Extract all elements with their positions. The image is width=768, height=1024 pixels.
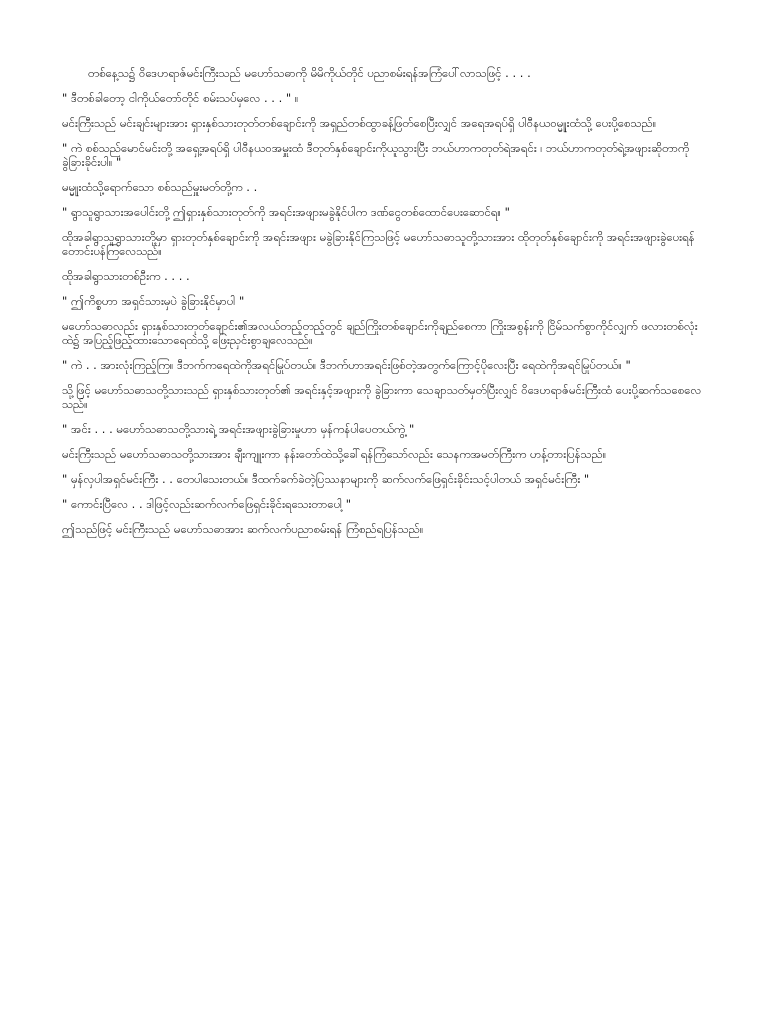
dialogue-paragraph: " အင်း . . . မဟော်သဓာသတို့သားရဲ့ အရင်းအဖျားခွဲခြားမှုဟာ မှန်ကန်ပါပေတယ်ကွဲ့ "	[62, 422, 415, 436]
paragraph: မင်းကြီးသည် မင်းချင်းများအား ရှားနှစ်သားတုတ်တစ်ချောင်းကို အရှည်တစ်ထွာခန့်ဖြတ်စေပြီးလျှင် အရေအရပ်ရှိ ပါဝီနယဝမ္မှူးထံသို့ ပေးပို့စေသည်။	[62, 116, 657, 130]
paragraph: ထိုအခါရွာသူရွာသားတို့မှာ ရှားတုတ်နှစ်ချောင်းကို အရင်းအဖျား မခွဲခြားနိုင်ကြသဖြင့် မဟော်သဓာသူတို့သားအား ထိုတုတ်နှစ်ချောင်းကို အရင်းအဖျားခွဲပေးရန် တောင်းပန်ကြလေသည်။	[62, 230, 695, 258]
paragraph: ထိုအခါရွာသားတစ်ဦးက . . . .	[62, 269, 190, 283]
document-body	[62, 66, 712, 547]
dialogue-paragraph: " မှန်လှပါအရှင်မင်းကြီး . . တေပါသေးတယ်။ ဒီထက်ခက်ခဲတဲ့ပြဿနာများကို ဆက်လက်ဖြေရှင်းခိုင်းသင့်ပါတယ် အရှင်မင်းကြီး "	[62, 472, 590, 486]
dialogue-paragraph: " ကောင်းပြီလေ . . ဒါဖြင့်လည်းဆက်လက်ဖြေရှင်းခိုင်းရသေးတာပေါ့ "	[62, 497, 352, 511]
dialogue-paragraph: " ကဲ စစ်သည်မောင်မင်းတို့ အရှေ့အရပ်ရှိ ပါဝီနယဝအမှူးထံ ဒီတုတ်နှစ်ချောင်းကိုယူသွားပြီး ဘယ်ဟာကတုတ်ရဲအရင်း ၊ ဘယ်ဟာကတုတ်ရဲ့အဖျားဆိုတာကို ခွဲခြားခိုင်းပါ။ "	[62, 141, 690, 169]
paragraph: မဟော်သဓာလည်း ရှားနှစ်သားတုတ်ချောင်း၏အလယ်တည့်တည့်တွင် ချည်ကြိုးတစ်ချောင်းကိုချည်စေကာ ကြိုးအစွန်းကို ငြိမ်သက်စွာကိုင်လျှက် ဖလားတစ်လုံးထဲ၌ အပြည့်ဖြည့်ထားသောရေထဲသို့ ဖြေးညှင်းစွာချလေသည်။	[62, 319, 698, 347]
dialogue-paragraph: " ဤကိစ္စဟာ အရှင်သားမှပဲ ခွဲခြားနိုင်မှာပါ "	[62, 294, 245, 308]
dialogue-paragraph: " ကဲ . . အားလုံးကြည့်ကြ။ ဒီဘက်ကရေထဲကိုအရင်မြုပ်တယ်။ ဒီဘက်ဟာအရင်းဖြစ်တဲ့အတွက်ကြောင့်ပိုလေးပြီး ရေထဲကိုအရင်မြုပ်တယ်။ "	[62, 358, 631, 372]
dialogue-paragraph: " ရွာသူရွာသားအပေါင်းတို့ ဤရှားနှစ်သားတုတ်ကို အရင်းအဖျားမခွဲနိုင်ပါက ဒဏ်ငွေတစ်ထောင်ပေးဆောင်ရ။ "	[62, 205, 510, 219]
paragraph: သို့ဖြင့် မဟော်သဓာသတို့သားသည် ရှားနှစ်သားတုတ်၏ အရင်းနှင့်အဖျားကို ခွဲခြားကာ သေချာသတ်မှတ်ပြီးလျှင် ဝိဒေဟရာဇ်မင်းကြီးထံ ပေးပို့ဆက်သစေလေသည်။	[62, 383, 702, 411]
paragraph: ဤသည်ဖြင့် မင်းကြီးသည် မဟော်သဓာအား ဆက်လက်ပညာစမ်းရန် ကြံစည်ရပြန်သည်။	[62, 522, 424, 536]
dialogue-paragraph: " ဒီတစ်ခါတော့ ငါကိုယ်တော်တိုင် စမ်းသပ်မှလေ . . . " ။	[62, 91, 299, 105]
paragraph: တစ်နေ့သ၌ ဝိဒေဟရာဇ်မင်းကြီးသည် မဟော်သဓာကို မိမိကိုယ်တိုင် ပညာစမ်းရန်အကြံပေါ်လာသဖြင့် . . . .	[88, 66, 531, 80]
paragraph: မမ္မှူးထံသို့ရောက်သော စစ်သည်မှူးမတ်တို့က . .	[62, 180, 258, 194]
paragraph: မင်းကြီးသည် မဟော်သဓာသတို့သားအား ချီးကျူးကာ နန်းတော်ထဲသို့ခေါ်ရန်ကြံသော်လည်း သေနကအမတ်ကြီးက ဟန့်တားပြန်သည်။	[62, 447, 607, 461]
